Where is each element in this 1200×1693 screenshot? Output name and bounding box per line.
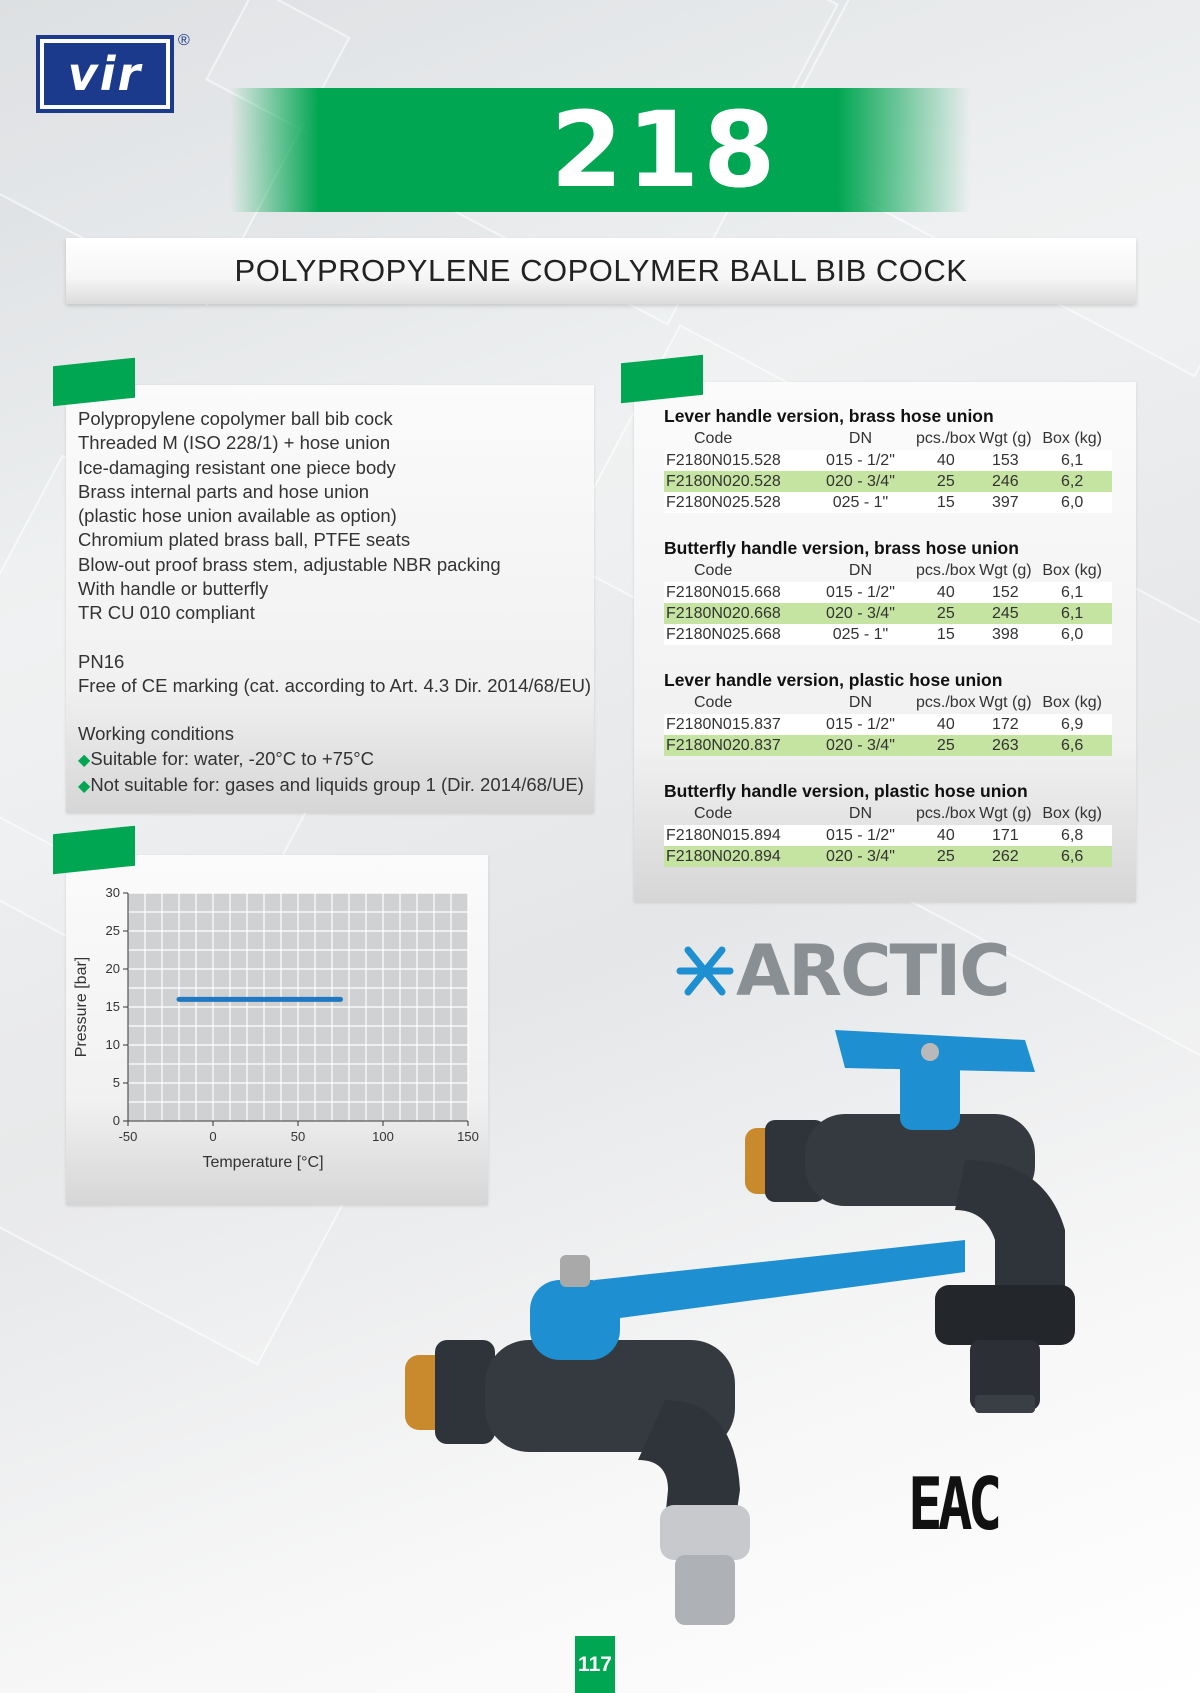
col-pcs: pcs./box xyxy=(916,694,976,711)
col-box: Box (kg) xyxy=(1042,562,1102,579)
col-dn: DN xyxy=(848,694,873,711)
vir-logo-text: vir xyxy=(44,43,166,105)
arctic-logo xyxy=(674,930,1009,1012)
not-suitable-text: Not suitable for: gases and liquids group 1 (Dir. 2014/68/UE) xyxy=(90,773,584,795)
table-row xyxy=(664,624,1112,645)
table-row xyxy=(664,492,1112,513)
x-tick-label: 100 xyxy=(372,1129,394,1144)
y-tick-label: 20 xyxy=(105,961,120,976)
cell-code: F2180N025.528 xyxy=(664,492,808,513)
table-row xyxy=(664,846,1112,867)
cell-dn: 025 - 1" xyxy=(808,624,914,645)
col-dn: DN xyxy=(848,430,873,447)
cell-pcs: 40 xyxy=(913,825,978,846)
y-tick-label: 30 xyxy=(105,885,120,900)
table-row xyxy=(664,603,1112,624)
table-section-0 xyxy=(664,404,1118,513)
desc-line: TR CU 010 compliant xyxy=(78,602,255,624)
y-tick-label: 15 xyxy=(105,999,120,1014)
cell-box: 6,9 xyxy=(1032,714,1112,735)
table-section-1 xyxy=(664,536,1118,645)
table-title: Lever handle version, plastic hose union xyxy=(664,670,1003,690)
model-banner xyxy=(230,88,970,212)
col-code: Code xyxy=(694,430,733,447)
col-code: Code xyxy=(694,694,733,711)
arctic-wordmark: ARCTIC xyxy=(736,930,1009,1012)
desc-line: (plastic hose union available as option) xyxy=(78,505,397,527)
col-wgt: Wgt (g) xyxy=(979,562,1032,579)
cell-pcs: 15 xyxy=(913,492,978,513)
col-dn: DN xyxy=(848,562,873,579)
suitable-item xyxy=(78,747,591,773)
vir-logo xyxy=(36,35,174,113)
cell-dn: 015 - 1/2" xyxy=(808,825,914,846)
y-tick-label: 25 xyxy=(105,923,120,938)
cell-code: F2180N015.837 xyxy=(664,714,808,735)
model-number: 218 xyxy=(550,89,780,211)
cell-dn: 015 - 1/2" xyxy=(808,714,914,735)
desc-line: Chromium plated brass ball, PTFE seats xyxy=(78,529,411,551)
table-row xyxy=(664,825,1112,846)
desc-line: Ice-damaging resistant one piece body xyxy=(78,456,396,478)
col-dn: DN xyxy=(848,805,873,822)
registered-mark: ® xyxy=(178,32,190,49)
x-tick-label: 0 xyxy=(209,1129,217,1144)
cell-box: 6,6 xyxy=(1032,735,1112,756)
cell-pcs: 25 xyxy=(913,735,978,756)
snowflake-icon xyxy=(674,940,736,1002)
table-title: Butterfly handle version, brass hose union xyxy=(664,538,1019,558)
cell-pcs: 25 xyxy=(913,846,978,867)
cell-code: F2180N020.894 xyxy=(664,846,808,867)
col-code: Code xyxy=(694,562,733,579)
cell-wgt: 263 xyxy=(978,735,1032,756)
desc-line: Brass internal parts and hose union xyxy=(78,480,370,502)
x-tick-label: -50 xyxy=(118,1129,138,1144)
product-title: POLYPROPYLENE COPOLYMER BALL BIB COCK xyxy=(234,253,968,288)
cell-code: F2180N015.528 xyxy=(664,450,808,471)
page-number: 117 xyxy=(575,1636,615,1693)
table-row xyxy=(664,471,1112,492)
desc-line: Threaded M (ISO 228/1) + hose union xyxy=(78,432,391,454)
cell-box: 6,1 xyxy=(1032,603,1112,624)
table-title: Butterfly handle version, plastic hose union xyxy=(664,781,1028,801)
col-wgt: Wgt (g) xyxy=(979,805,1032,822)
cell-dn: 020 - 3/4" xyxy=(808,603,914,624)
cell-pcs: 25 xyxy=(913,603,978,624)
product-table xyxy=(664,428,1112,513)
working-conditions-title: Working conditions xyxy=(78,723,234,745)
table-header-row xyxy=(664,803,1112,825)
col-wgt: Wgt (g) xyxy=(979,430,1032,447)
cell-code: F2180N025.668 xyxy=(664,624,808,645)
cell-code: F2180N015.894 xyxy=(664,825,808,846)
cell-code: F2180N020.837 xyxy=(664,735,808,756)
y-axis-label: Pressure [bar] xyxy=(73,956,90,1058)
lever-valve-illustration xyxy=(405,1240,965,1625)
col-code: Code xyxy=(694,805,733,822)
cell-wgt: 398 xyxy=(978,624,1032,645)
product-table xyxy=(664,803,1112,867)
desc-line: Polypropylene copolymer ball bib cock xyxy=(78,408,393,429)
cell-box: 6,1 xyxy=(1032,450,1112,471)
cell-wgt: 172 xyxy=(978,714,1032,735)
y-tick-label: 10 xyxy=(105,1037,120,1052)
tables-panel xyxy=(634,382,1136,902)
table-section-2 xyxy=(664,668,1118,756)
cell-code: F2180N015.668 xyxy=(664,582,808,603)
col-pcs: pcs./box xyxy=(916,430,976,447)
cell-wgt: 397 xyxy=(978,492,1032,513)
y-tick-label: 5 xyxy=(112,1075,120,1090)
cell-box: 6,0 xyxy=(1032,624,1112,645)
cell-pcs: 25 xyxy=(913,471,978,492)
table-section-3 xyxy=(664,779,1118,867)
table-header-row xyxy=(664,692,1112,714)
cell-dn: 015 - 1/2" xyxy=(808,582,914,603)
cell-wgt: 246 xyxy=(978,471,1032,492)
pressure-rating: PN16 xyxy=(78,650,125,672)
cell-wgt: 245 xyxy=(978,603,1032,624)
cell-code: F2180N020.528 xyxy=(664,471,808,492)
diamond-bullet-icon: ◆ xyxy=(78,777,91,795)
cell-box: 6,1 xyxy=(1032,582,1112,603)
description-text xyxy=(78,407,591,799)
title-bar xyxy=(66,238,1136,304)
cell-wgt: 171 xyxy=(978,825,1032,846)
cell-dn: 020 - 3/4" xyxy=(808,471,914,492)
table-header-row xyxy=(664,428,1112,450)
cell-box: 6,2 xyxy=(1032,471,1112,492)
cell-dn: 015 - 1/2" xyxy=(808,450,914,471)
cell-box: 6,6 xyxy=(1032,846,1112,867)
desc-line: Blow-out proof brass stem, adjustable NBR packing xyxy=(78,553,501,575)
product-table xyxy=(664,560,1112,645)
cell-dn: 020 - 3/4" xyxy=(808,846,914,867)
cell-pcs: 40 xyxy=(913,714,978,735)
cell-wgt: 152 xyxy=(978,582,1032,603)
suitable-text: Suitable for: water, -20°C to +75°C xyxy=(90,747,375,769)
cell-pcs: 15 xyxy=(913,624,978,645)
cell-code: F2180N020.668 xyxy=(664,603,808,624)
cell-wgt: 262 xyxy=(978,846,1032,867)
col-pcs: pcs./box xyxy=(916,562,976,579)
desc-line: With handle or butterfly xyxy=(78,578,269,600)
x-tick-label: 150 xyxy=(457,1129,479,1144)
product-photo xyxy=(405,1010,1195,1630)
table-row xyxy=(664,582,1112,603)
cell-wgt: 153 xyxy=(978,450,1032,471)
cell-dn: 020 - 3/4" xyxy=(808,735,914,756)
x-axis-label: Temperature [°C] xyxy=(202,1154,324,1171)
y-tick-label: 0 xyxy=(112,1113,120,1128)
col-box: Box (kg) xyxy=(1042,694,1102,711)
table-row xyxy=(664,450,1112,471)
cell-dn: 025 - 1" xyxy=(808,492,914,513)
table-title: Lever handle version, brass hose union xyxy=(664,406,994,426)
col-wgt: Wgt (g) xyxy=(979,694,1032,711)
description-panel xyxy=(66,385,594,813)
eac-mark: EAC xyxy=(908,1462,998,1546)
x-tick-label: 50 xyxy=(290,1129,306,1144)
butterfly-valve-illustration xyxy=(745,1030,1075,1413)
col-pcs: pcs./box xyxy=(916,805,976,822)
not-suitable-item xyxy=(78,773,591,799)
col-box: Box (kg) xyxy=(1042,430,1102,447)
col-box: Box (kg) xyxy=(1042,805,1102,822)
table-row xyxy=(664,714,1112,735)
table-row xyxy=(664,735,1112,756)
ce-note: Free of CE marking (cat. according to Art. 4.3 Dir. 2014/68/EU) xyxy=(78,674,592,696)
product-table xyxy=(664,692,1112,756)
cell-pcs: 40 xyxy=(913,450,978,471)
cell-pcs: 40 xyxy=(913,582,978,603)
cell-box: 6,0 xyxy=(1032,492,1112,513)
table-header-row xyxy=(664,560,1112,582)
cell-box: 6,8 xyxy=(1032,825,1112,846)
diamond-bullet-icon: ◆ xyxy=(78,751,91,769)
